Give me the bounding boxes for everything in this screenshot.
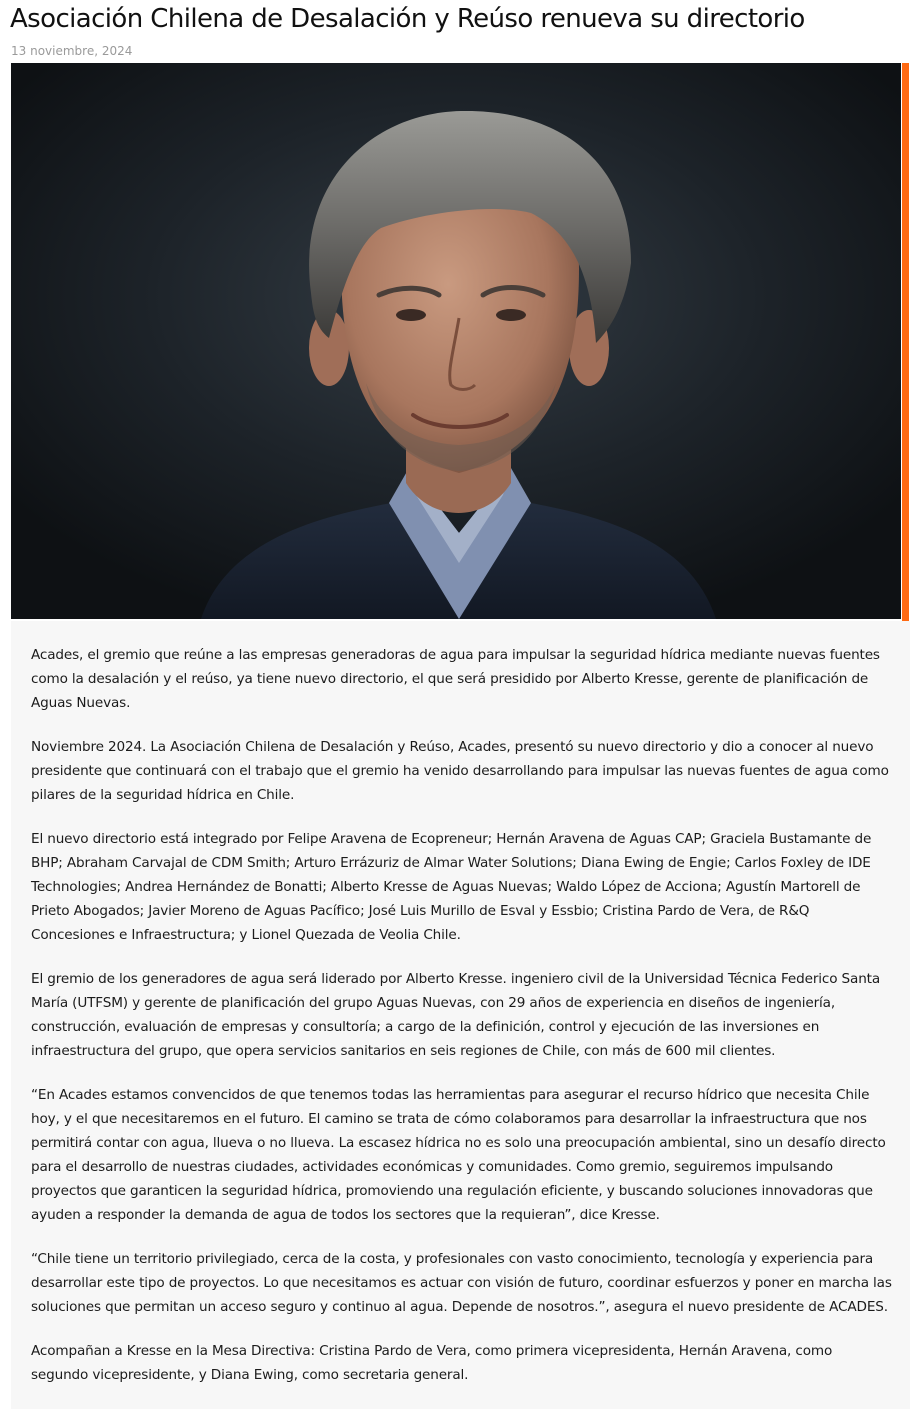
hero-portrait-image: [11, 63, 901, 619]
article-paragraph: “En Acades estamos convencidos de que tenemos todas las herramientas para asegurar el recurso hídrico que necesita Chile hoy, y el que necesitaremos en el futuro. El camino se trata de cómo colaboramos para desarrollar la infraestructura que nos permitirá contar con agua, llueva o no llueva. La escasez hídrica no es solo una preocupación ambiental, sino un desafío directo para el desarrollo de nuestras ciudades, actividades económicas y comunidades. Como gremio, seguiremos impulsando proyectos que garanticen la seguridad hídrica, promoviendo una regulación eficiente, y buscando soluciones innovadoras que ayuden a responder la demanda de agua de todos los sectores que la requieran”, dice Kresse.: [31, 1087, 886, 1223]
portrait-illustration: [11, 63, 901, 619]
article-body: [31, 643, 893, 1407]
article-paragraph: Acades, el gremio que reúne a las empresas generadoras de agua para impulsar la seguridad hídrica mediante nuevas fuentes como la desalación y el reúso, ya tiene nuevo directorio, el que será presidido por Alberto Kresse, gerente de planificación de Aguas Nuevas.: [31, 647, 880, 711]
article-paragraph: Acompañan a Kresse en la Mesa Directiva: Cristina Pardo de Vera, como primera vicepresidenta, Hernán Aravena, como segundo vicepresidente, y Diana Ewing, como secretaria general.: [31, 1343, 833, 1383]
article-paragraph: “Chile tiene un territorio privilegiado, cerca de la costa, y profesionales con vasto conocimiento, tecnología y experiencia para desarrollar este tipo de proyectos. Lo que necesitamos es actuar con visión de futuro, coordinar esfuerzos y poner en marcha las soluciones que permitan un acceso seguro y continuo al agua. Depende de nosotros.”, asegura el nuevo presidente de ACADES.: [31, 1251, 892, 1315]
accent-bar: [901, 63, 910, 621]
article-paragraph: Noviembre 2024. La Asociación Chilena de Desalación y Reúso, Acades, presentó su nuevo directorio y dio a conocer al nuevo presidente que continuará con el trabajo que el gremio ha venido desarrollando para impulsar las nuevas fuentes de agua como pilares de la seguridad hídrica en Chile.: [31, 739, 889, 803]
article-date: 13 noviembre, 2024: [11, 44, 133, 58]
article-paragraph: El nuevo directorio está integrado por Felipe Aravena de Ecopreneur; Hernán Aravena de Aguas CAP; Graciela Bustamante de BHP; Abraham Carvajal de CDM Smith; Arturo Errázuriz de Almar Water Solutions; Diana Ewing de Engie; Carlos Foxley de IDE Technologies; Andrea Hernández de Bonatti; Alberto Kresse de Aguas Nuevas; Waldo López de Acciona; Agustín Martorell de Prieto Abogados; Javier Moreno de Aguas Pacífico; José Luis Murillo de Esval y Essbio; Cristina Pardo de Vera, de R&Q Concesiones e Infraestructura; y Lionel Quezada de Veolia Chile.: [31, 831, 872, 943]
article-body-panel: [11, 621, 910, 1409]
article-title: Asociación Chilena de Desalación y Reúso renueva su directorio: [10, 4, 805, 34]
article-paragraph: El gremio de los generadores de agua será liderado por Alberto Kresse. ingeniero civil de la Universidad Técnica Federico Santa María (UTFSM) y gerente de planificación del grupo Aguas Nuevas, con 29 años de experiencia en diseños de ingeniería, construcción, evaluación de empresas y consultoría; a cargo de la definición, control y ejecución de las inversiones en infraestructura del grupo, que opera servicios sanitarios en seis regiones de Chile, con más de 600 mil clientes.: [31, 971, 881, 1059]
